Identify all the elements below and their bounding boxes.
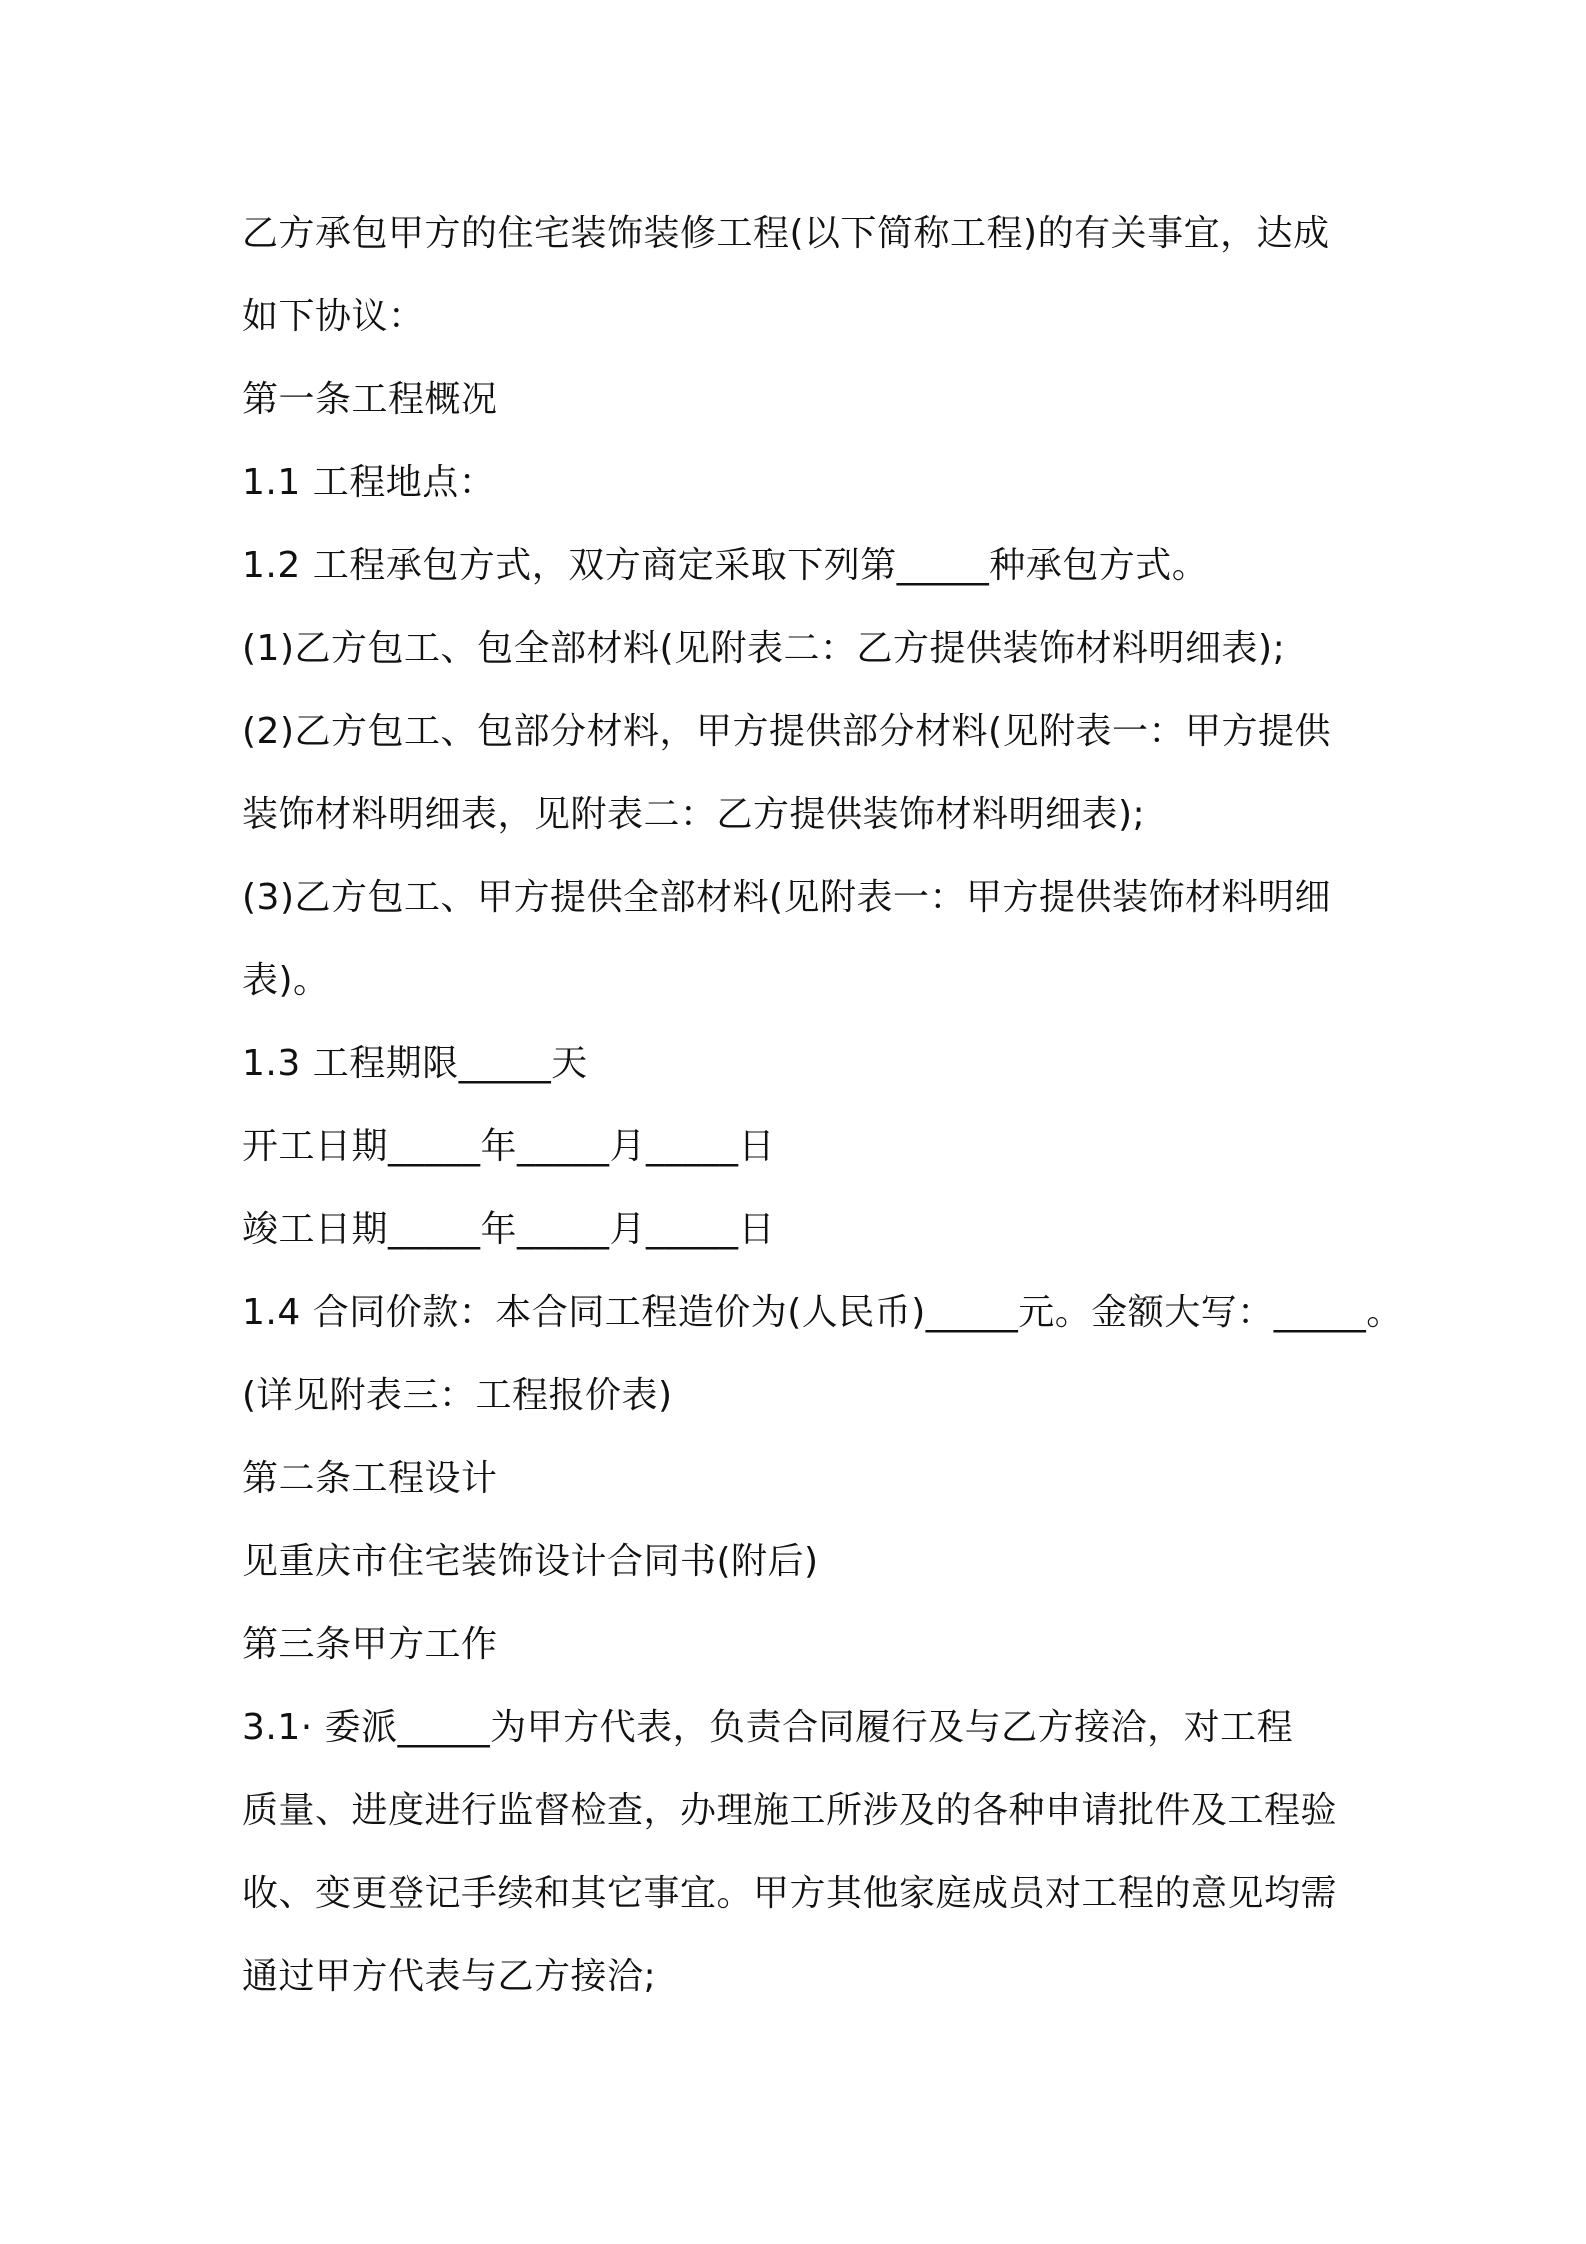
clause-line: 1.1 工程地点： [242,462,496,503]
date-line: 竣工日期_____年_____月_____日 [242,1209,776,1250]
document-body [242,192,1403,2018]
paragraph-line: 通过甲方代表与乙方接洽; [242,1956,657,1997]
option-line: 表)。 [242,960,330,1001]
paragraph-line: 收、变更登记手续和其它事宜。甲方其他家庭成员对工程的意见均需 [242,1873,1338,1914]
clause-line: (详见附表三：工程报价表) [242,1375,673,1416]
clause-line: 1.4 合同价款：本合同工程造价为(人民币)_____元。金额大写：_____。 [242,1292,1403,1333]
clause-line: 1.3 工程期限_____天 [242,1043,588,1084]
paragraph-line: 质量、进度进行监督检查，办理施工所涉及的各种申请批件及工程验 [242,1790,1338,1831]
clause-line: 3.1· 委派_____为甲方代表，负责合同履行及与乙方接洽，对工程 [242,1707,1294,1748]
clause-line: 1.2 工程承包方式，双方商定采取下列第_____种承包方式。 [242,545,1209,586]
option-line: 装饰材料明细表，见附表二：乙方提供装饰材料明细表); [242,794,1146,835]
paragraph-line: 如下协议： [242,296,425,337]
option-line: (3)乙方包工、甲方提供全部材料(见附表一：甲方提供装饰材料明细 [242,877,1332,918]
section-heading: 第二条工程设计 [242,1458,498,1499]
option-line: (1)乙方包工、包全部材料(见附表二：乙方提供装饰材料明细表); [242,628,1286,669]
paragraph-line: 见重庆市住宅装饰设计合同书(附后) [242,1541,819,1582]
paragraph-line: 乙方承包甲方的住宅装饰装修工程(以下简称工程)的有关事宜，达成 [242,213,1330,254]
section-heading: 第三条甲方工作 [242,1624,498,1665]
date-line: 开工日期_____年_____月_____日 [242,1126,776,1167]
option-line: (2)乙方包工、包部分材料，甲方提供部分材料(见附表一：甲方提供 [242,711,1332,752]
section-heading: 第一条工程概况 [242,379,498,420]
